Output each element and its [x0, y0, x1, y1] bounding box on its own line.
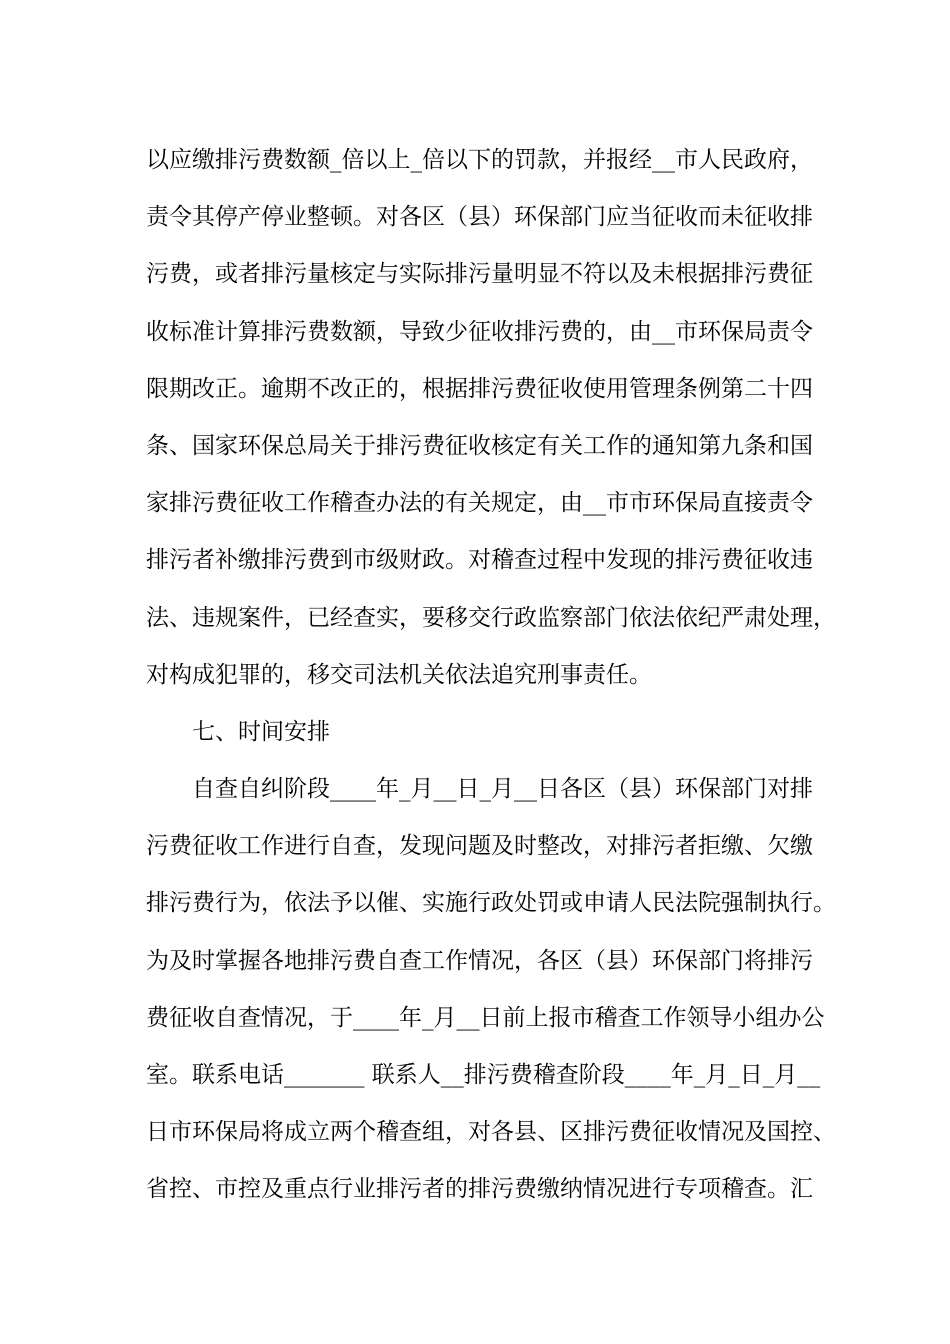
paragraph-line: 对构成犯罪的，移交司法机关依法追究刑事责任。 — [146, 661, 652, 688]
paragraph-line: 限期改正。逾期不改正的，根据排污费征收使用管理条例第二十四 — [146, 375, 813, 402]
paragraph-line: 法、违规案件，已经查实，要移交行政监察部门依法依纪严肃处理， — [146, 604, 836, 631]
paragraph-line: 为及时掌握各地排污费自查工作情况，各区（县）环保部门将排污 — [146, 947, 813, 974]
document-body — [146, 132, 836, 1219]
paragraph-line: 自查自纠阶段____年_月__日_月__日各区（县）环保部门对排 — [192, 776, 813, 803]
paragraph-line: 室。联系电话_______ 联系人__排污费稽查阶段____年_月_日_月__ — [146, 1062, 821, 1088]
paragraph-line: 责令其停产停业整顿。对各区（县）环保部门应当征收而未征收排 — [146, 204, 813, 231]
paragraph-line: 条、国家环保总局关于排污费征收核定有关工作的通知第九条和国 — [146, 432, 813, 459]
paragraph-line: 污费，或者排污量核定与实际排污量明显不符以及未根据排污费征 — [146, 261, 813, 288]
paragraph-line: 日市环保局将成立两个稽查组，对各县、区排污费征收情况及国控、 — [146, 1119, 836, 1146]
paragraph-line: 费征收自查情况，于____年_月__日前上报市稽查工作领导小组办公 — [146, 1004, 825, 1031]
paragraph-line: 家排污费征收工作稽查办法的有关规定，由__市市环保局直接责令 — [146, 490, 813, 517]
paragraph-line: 省控、市控及重点行业排污者的排污费缴纳情况进行专项稽查。汇 — [146, 1176, 813, 1203]
paragraph-line: 以应缴排污费数额_倍以上_倍以下的罚款，并报经__市人民政府， — [146, 147, 813, 173]
section-heading: 七、时间安排 — [192, 718, 330, 745]
paragraph-line: 排污者补缴排污费到市级财政。对稽查过程中发现的排污费征收违 — [146, 547, 813, 574]
paragraph-line: 排污费行为，依法予以催、实施行政处罚或申请人民法院强制执行。 — [146, 890, 836, 917]
paragraph-line: 收标准计算排污费数额，导致少征收排污费的，由__市环保局责令 — [146, 318, 813, 345]
paragraph-line: 污费征收工作进行自查，发现问题及时整改，对排污者拒缴、欠缴 — [146, 833, 813, 860]
